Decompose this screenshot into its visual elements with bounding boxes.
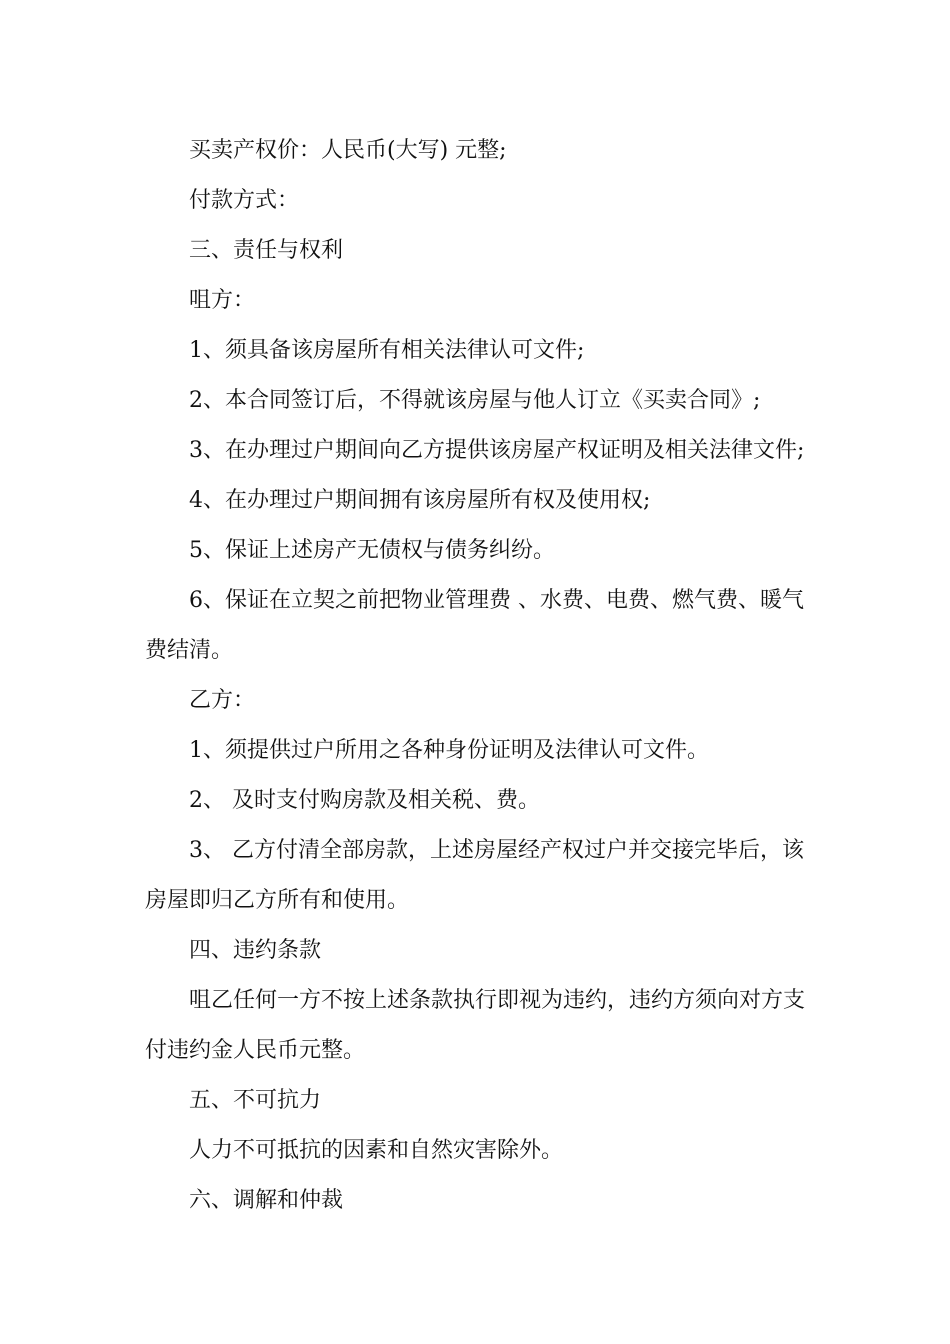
paragraph-party-b-label: 乙方： [189, 688, 256, 713]
paragraph-payment-method: 付款方式： [189, 188, 300, 213]
heading-mediation-arbitration: 六、调解和仲裁 [189, 1188, 344, 1213]
paragraph-party-a-item-3: 3、在办理过户期间向乙方提供该房屋产权证明及相关法律文件; [189, 438, 805, 463]
paragraph-party-b-item-3: 3、 乙方付清全部房款，上述房屋经产权过户并交接完毕后，该房屋即归乙方所有和使用。 [145, 838, 804, 913]
paragraph-party-a-item-1: 1、须具备该房屋所有相关法律认可文件; [189, 338, 585, 363]
paragraph-party-b-item-2: 2、 及时支付购房款及相关税、费。 [189, 788, 540, 813]
paragraph-price: 买卖产权价：人民币(大写) 元整; [189, 138, 507, 163]
paragraph-breach-clause: 咀乙任何一方不按上述条款执行即视为违约，违约方须向对方支付违约金人民币元整。 [145, 988, 806, 1063]
heading-breach-clause: 四、违约条款 [189, 938, 322, 963]
paragraph-party-a-label: 咀方： [189, 288, 256, 313]
paragraph-force-majeure: 人力不可抵抗的因素和自然灾害除外。 [189, 1138, 564, 1163]
paragraph-party-b-item-1: 1、须提供过户所用之各种身份证明及法律认可文件。 [189, 738, 709, 763]
paragraph-party-a-item-5: 5、保证上述房产无债权与债务纠纷。 [189, 538, 555, 563]
paragraph-party-a-item-4: 4、在办理过户期间拥有该房屋所有权及使用权; [189, 488, 651, 513]
paragraph-party-a-item-2: 2、本合同签订后，不得就该房屋与他人订立《买卖合同》; [189, 388, 761, 413]
heading-force-majeure: 五、不可抗力 [189, 1088, 322, 1113]
paragraph-party-a-item-6: 6、保证在立契之前把物业管理费 、水费、电费、燃气费、暖气费结清。 [145, 588, 804, 663]
heading-responsibilities: 三、责任与权利 [189, 238, 344, 263]
document-body [145, 126, 825, 1226]
